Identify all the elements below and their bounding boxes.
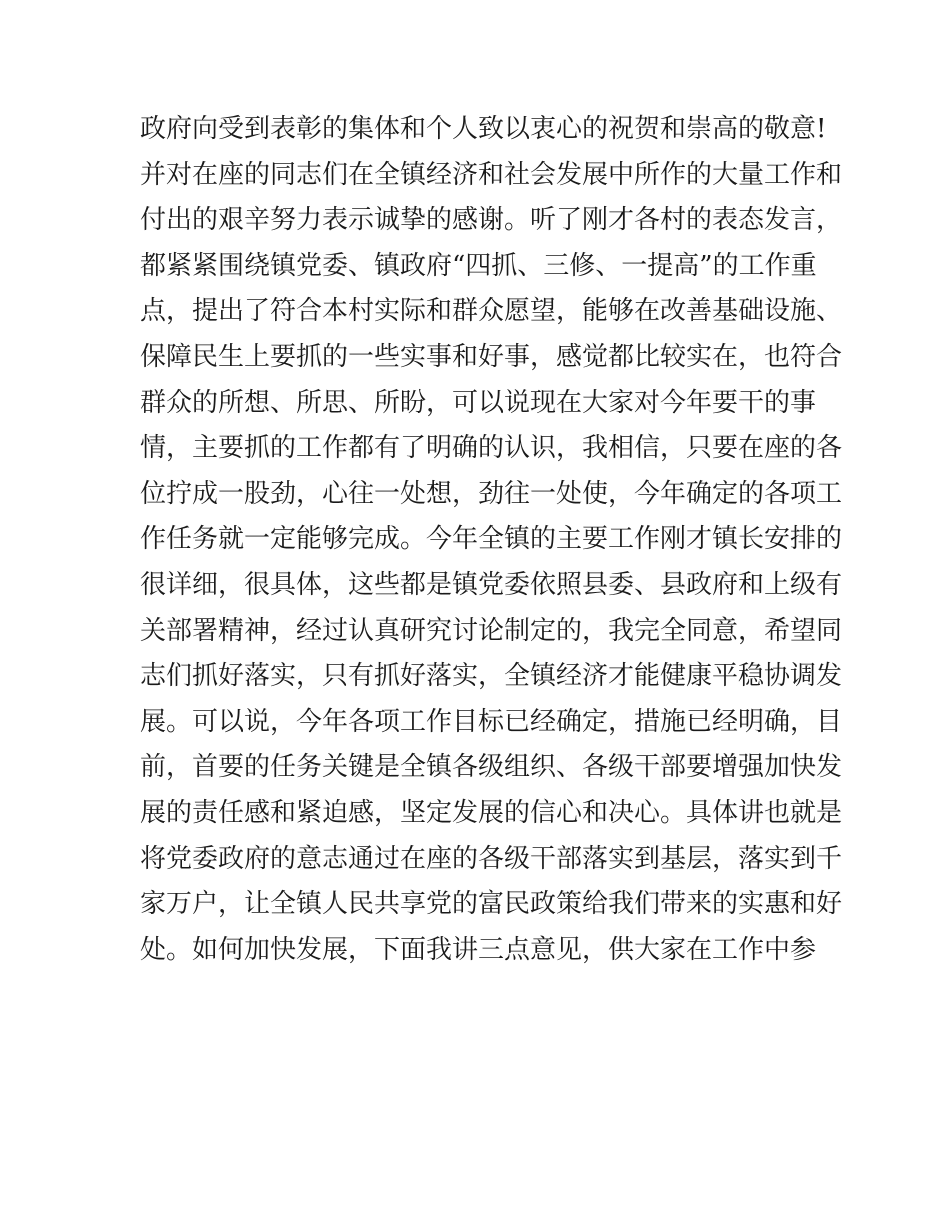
text-line: 政府向受到表彰的集体和个人致以衷心的祝贺和崇高的敬意! (140, 114, 827, 144)
text-line: 展。可以说，今年各项工作目标已经确定，措施已经明确，目 (140, 706, 843, 737)
text-line: 群众的所想、所思、所盼，可以说现在大家对今年要干的事 (140, 387, 817, 418)
text-line: 家万户，让全镇人民共享党的富民政策给我们带来的实惠和好 (140, 889, 843, 920)
text-line: 将党委政府的意志通过在座的各级干部落实到基层，落实到千 (140, 843, 843, 874)
text-line: 前，首要的任务关键是全镇各级组织、各级干部要增强加快发 (140, 752, 843, 783)
text-line: 并对在座的同志们在全镇经济和社会发展中所作的大量工作和 (140, 159, 843, 190)
text-line: 位拧成一股劲，心往一处想，劲往一处使，今年确定的各项工 (140, 478, 843, 509)
text-line: 很详细，很具体，这些都是镇党委依照县委、县政府和上级有 (140, 569, 843, 600)
text-line: 情，主要抓的工作都有了明确的认识，我相信，只要在座的各 (140, 433, 843, 464)
text-line: 付出的艰辛努力表示诚挚的感谢。听了刚才各村的表态发言， (140, 205, 843, 236)
text-line: 展的责任感和紧迫感，坚定发展的信心和决心。具体讲也就是 (140, 797, 843, 828)
body-text (140, 107, 843, 973)
text-line: 处。如何加快发展，下面我讲三点意见，供大家在工作中参 (140, 934, 817, 965)
text-line: 志们抓好落实，只有抓好落实，全镇经济才能健康平稳协调发 (140, 661, 843, 692)
text-line: 关部署精神，经过认真研究讨论制定的，我完全同意，希望同 (140, 615, 843, 646)
text-line: 作任务就一定能够完成。今年全镇的主要工作刚才镇长安排的 (140, 524, 843, 555)
text-line: 点，提出了符合本村实际和群众愿望，能够在改善基础设施、 (140, 296, 843, 327)
text-line: 保障民生上要抓的一些实事和好事，感觉都比较实在，也符合 (140, 341, 843, 372)
text-line: 都紧紧围绕镇党委、镇政府“四抓、三修、一提高”的工作重 (140, 250, 817, 281)
